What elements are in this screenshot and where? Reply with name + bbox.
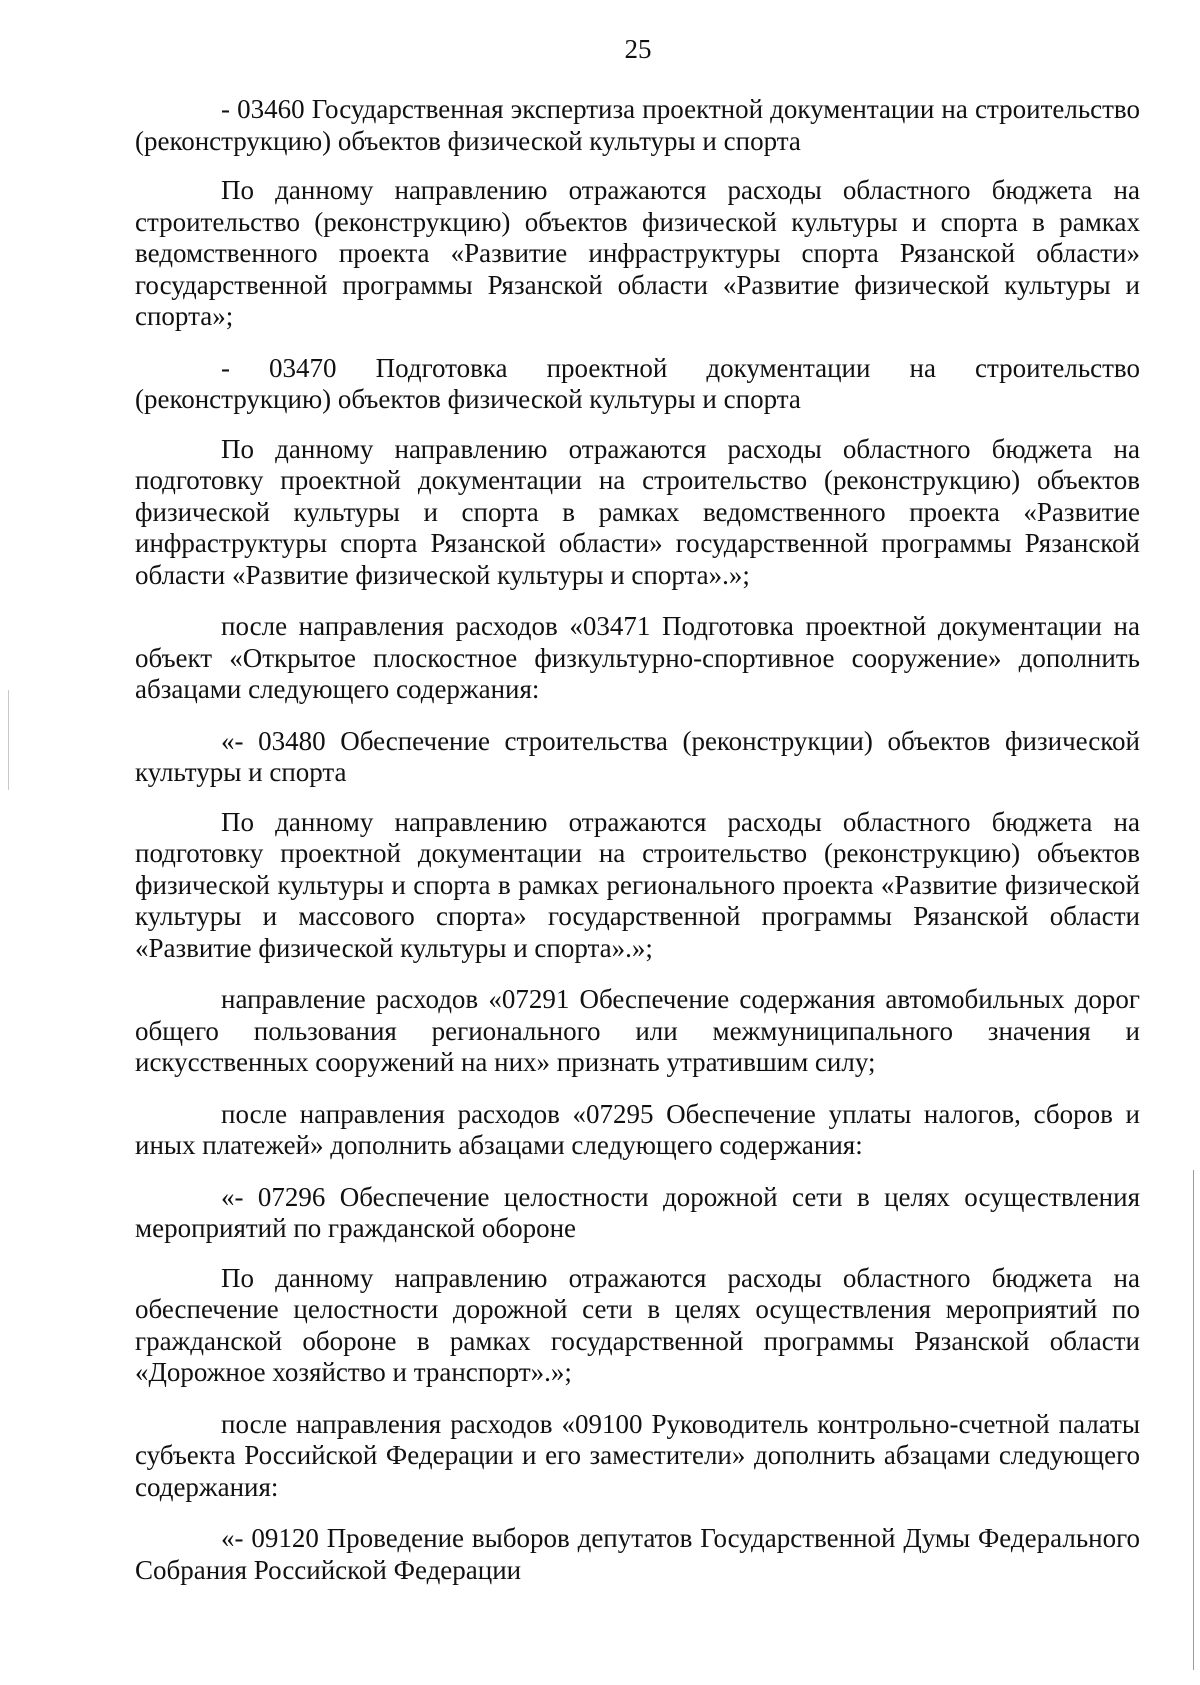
paragraph-after-09100: после направления расходов «09100 Руководитель контрольно-счетной палаты субъекта Российской Федерации и его заместители» дополнить абзацами следующего содержания:: [135, 1408, 1140, 1502]
paragraph-after-07295: после направления расходов «07295 Обеспечение уплаты налогов, сборов и иных платежей» дополнить абзацами следующего содержания:: [135, 1098, 1140, 1160]
paragraph-07296-description: По данному направлению отражаются расходы областного бюджета на обеспечение целостности дорожной сети в целях осуществления мероприятий по гражданской обороне в рамках государственной программы Рязанской области «Дорожное хозяйство и транспорт».»;: [135, 1262, 1140, 1387]
paragraph-03460-heading: - 03460 Государственная экспертиза проектной документации на строительство (реконструкцию) объектов физической культуры и спорта: [135, 94, 1140, 156]
paragraph-09120-heading: «- 09120 Проведение выборов депутатов Государственной Думы Федерального Собрания Российской Федерации: [135, 1523, 1140, 1585]
paragraph-07291-repeal: направление расходов «07291 Обеспечение содержания автомобильных дорог общего пользования регионального или межмуниципального значения и искусственных сооружений на них» признать утратившим силу;: [135, 984, 1140, 1077]
paragraph-03470-heading: - 03470 Подготовка проектной документации на строительство (реконструкцию) объектов физической культуры и спорта: [135, 352, 1140, 414]
scan-margin-mark: [8, 690, 9, 790]
paragraph-03470-description: По данному направлению отражаются расходы областного бюджета на подготовку проектной документации на строительство (реконструкцию) объектов физической культуры и спорта в рамках ведомственного проекта «Развитие инфраструктуры спорта Рязанской области» государственной программы Рязанской области «Развитие физической культуры и спорта».»;: [135, 433, 1140, 590]
page-number: 25: [624, 34, 652, 64]
paragraph-07296-heading: «- 07296 Обеспечение целостности дорожной сети в целях осуществления мероприятий по гражданской обороне: [135, 1181, 1140, 1243]
paragraph-03460-description: По данному направлению отражаются расходы областного бюджета на строительство (реконструкцию) объектов физической культуры и спорта в рамках ведомственного проекта «Развитие инфраструктуры спорта Рязанской области» государственной программы Рязанской области «Развитие физической культуры и спорта»;: [135, 175, 1140, 331]
paragraph-03480-heading: «- 03480 Обеспечение строительства (реконструкции) объектов физической культуры и спорта: [135, 725, 1140, 787]
document-body: [135, 94, 1140, 1606]
paragraph-03480-description: По данному направлению отражаются расходы областного бюджета на подготовку проектной документации на строительство (реконструкцию) объектов физической культуры и спорта в рамках регионального проекта «Развитие физической культуры и массового спорта» государственной программы Рязанской области «Развитие физической культуры и спорта».»;: [135, 806, 1140, 963]
paragraph-after-03471: после направления расходов «03471 Подготовка проектной документации на объект «Открытое плоскостное физкультурно-спортивное сооружение» дополнить абзацами следующего содержания:: [135, 611, 1140, 704]
scan-edge-line: [1193, 1170, 1194, 1670]
